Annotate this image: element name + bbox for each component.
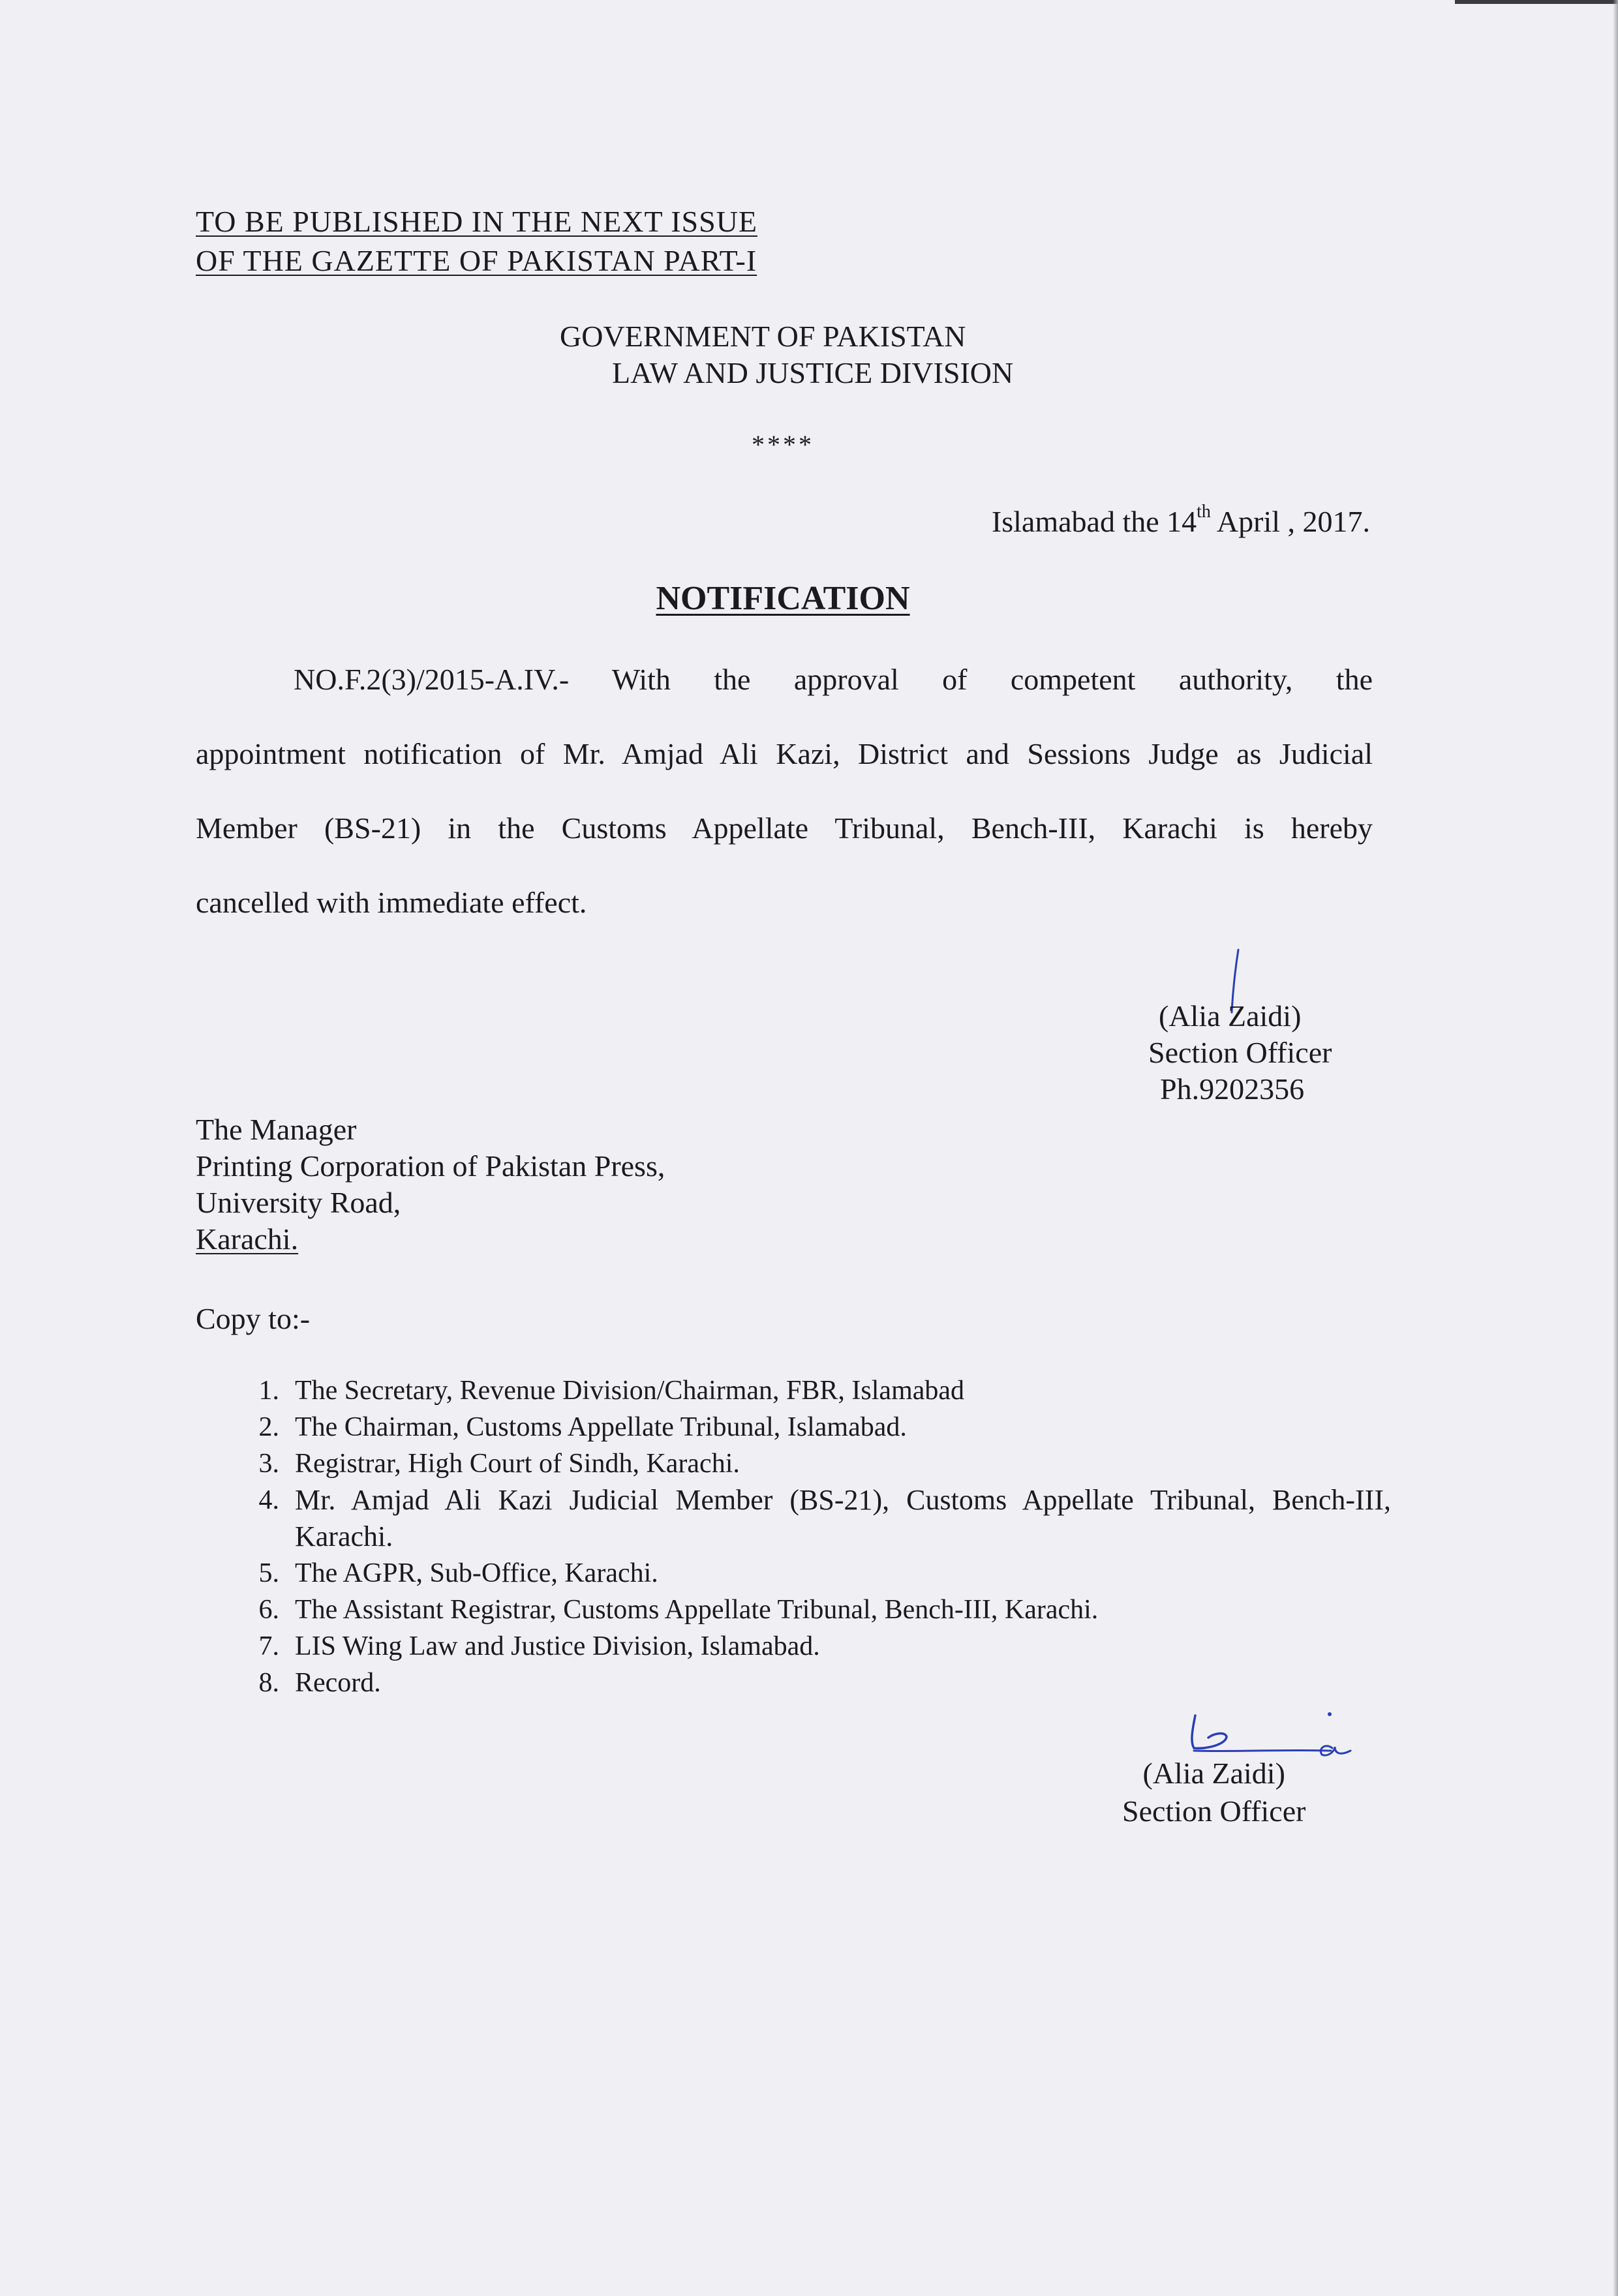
- copy-to-label: Copy to:-: [196, 1302, 311, 1335]
- scan-edge-shadow-top: [1455, 0, 1618, 4]
- list-item-text: The Secretary, Revenue Division/Chairman, FBR, Islamabad: [295, 1376, 965, 1406]
- list-item-text: The Chairman, Customs Appellate Tribunal, Islamabad.: [295, 1412, 907, 1442]
- division-heading: LAW AND JUSTICE DIVISION: [612, 356, 1014, 389]
- government-heading: GOVERNMENT OF PAKISTAN: [560, 320, 966, 353]
- signatory-2-designation: Section Officer: [1122, 1794, 1306, 1828]
- list-item-text: Mr. Amjad Ali Kazi Judicial Member (BS-21), Customs Appellate Tribunal, Bench-III, Karachi.: [295, 1484, 1391, 1552]
- signatory-block-1: [1148, 998, 1332, 1108]
- signatory-1-designation: Section Officer: [1148, 1036, 1332, 1069]
- list-item-number: 5.: [258, 1558, 279, 1588]
- separator-stars: ****: [752, 430, 814, 459]
- list-item: [243, 1372, 1391, 1409]
- list-item-number: 6.: [258, 1595, 279, 1625]
- addressee-block: [196, 1111, 665, 1258]
- list-item-text: LIS Wing Law and Justice Division, Islamabad.: [295, 1631, 820, 1661]
- copy-to-list: [243, 1372, 1391, 1701]
- list-item: [243, 1665, 1391, 1701]
- list-item: [243, 1409, 1391, 1445]
- list-item-text: Record.: [295, 1668, 381, 1698]
- publication-header-line1: TO BE PUBLISHED IN THE NEXT ISSUE: [196, 205, 758, 238]
- list-item: [243, 1482, 1391, 1555]
- notification-title-text: NOTIFICATION: [656, 580, 910, 617]
- body-line-3: Member (BS-21) in the Customs Appellate Tribunal, Bench-III, Karachi is hereby: [196, 811, 1373, 845]
- list-item: [243, 1445, 1391, 1482]
- list-item: [243, 1628, 1391, 1665]
- date-line: [992, 504, 1370, 540]
- signatory-2-name: (Alia Zaidi): [1142, 1757, 1285, 1790]
- body-line-2: appointment notification of Mr. Amjad Ali Kazi, District and Sessions Judge as Judicial: [196, 737, 1373, 770]
- addressee-line-2: Printing Corporation of Pakistan Press,: [196, 1149, 665, 1183]
- list-item-number: 1.: [258, 1376, 279, 1406]
- list-item-text: The Assistant Registrar, Customs Appellate Tribunal, Bench-III, Karachi.: [295, 1595, 1099, 1625]
- body-line-4: cancelled with immediate effect.: [196, 886, 587, 919]
- addressee-line-1: The Manager: [196, 1113, 357, 1146]
- notification-title: [0, 581, 1566, 617]
- addressee-line-3: University Road,: [196, 1186, 401, 1219]
- signatory-1-phone: Ph.9202356: [1160, 1072, 1305, 1106]
- signatory-1-name: (Alia Zaidi): [1159, 999, 1302, 1033]
- list-item-number: 8.: [258, 1668, 279, 1698]
- date-ordinal: th: [1197, 502, 1211, 522]
- publication-header-line2: OF THE GAZETTE OF PAKISTAN PART-I: [196, 244, 757, 277]
- date-rest: April , 2017.: [1210, 505, 1370, 538]
- signatory-block-2: [1122, 1755, 1305, 1830]
- list-item: [243, 1555, 1391, 1592]
- list-item-text: Registrar, High Court of Sindh, Karachi.: [295, 1449, 740, 1479]
- list-item: [243, 1592, 1391, 1628]
- list-item-text: The AGPR, Sub-Office, Karachi.: [295, 1558, 658, 1588]
- body-line-1: NO.F.2(3)/2015-A.IV.- With the approval of competent authority, the: [294, 663, 1373, 696]
- addressee-line-4: Karachi.: [196, 1222, 299, 1256]
- scan-edge-shadow-right: [1613, 0, 1618, 2296]
- list-item-number: 4.: [258, 1485, 279, 1515]
- list-item-number: 3.: [258, 1449, 279, 1479]
- list-item-number: 7.: [258, 1631, 279, 1661]
- list-item-number: 2.: [258, 1412, 279, 1442]
- date-prefix: Islamabad the 14: [991, 505, 1197, 538]
